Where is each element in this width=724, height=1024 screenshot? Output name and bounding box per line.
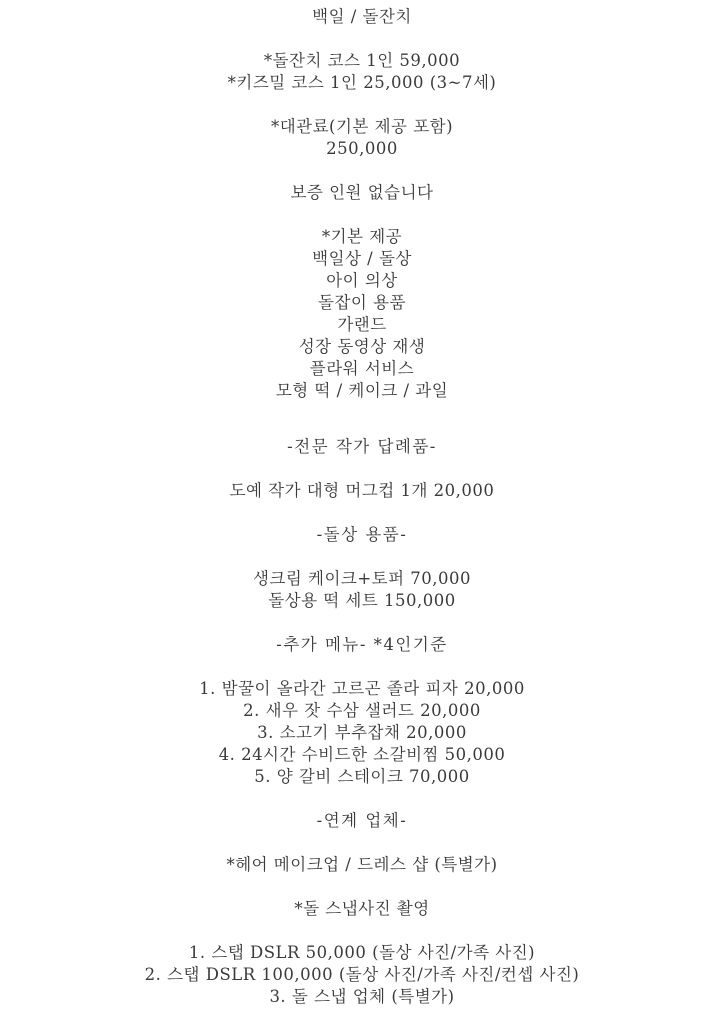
extra-menu-item: 3. 소고기 부추잡채 20,000 — [257, 723, 467, 742]
basic-provision-title: *기본 제공 — [321, 227, 403, 246]
extra-menu-item: 5. 양 갈비 스테이크 70,000 — [254, 767, 470, 786]
basic-provision-item: 아이 의상 — [326, 271, 398, 290]
extra-menu-item: 1. 밤꿀이 올라간 고르곤 졸라 피자 20,000 — [199, 679, 525, 698]
rental-label: *대관료(기본 제공 포함) — [270, 117, 454, 136]
course-item: *키즈밀 코스 1인 25,000 (3~7세) — [227, 73, 497, 92]
extra-menu-heading: -추가 메뉴- *4인기준 — [276, 635, 448, 654]
partners-heading: -연계 업체- — [316, 811, 408, 830]
course-item: *돌잔치 코스 1인 59,000 — [263, 51, 461, 70]
spacer — [0, 94, 724, 116]
spacer — [0, 832, 724, 854]
artist-gift-item: 도예 작가 대형 머그컵 1개 20,000 — [229, 481, 495, 500]
guarantee-note: 보증 인원 없습니다 — [290, 183, 434, 202]
snap-item: 1. 스탭 DSLR 50,000 (돌상 사진/가족 사진) — [188, 943, 536, 962]
basic-provision-item: 돌잡이 용품 — [318, 293, 406, 312]
spacer — [0, 458, 724, 480]
snap-item: 3. 돌 스냅 업체 (특별가) — [269, 987, 455, 1006]
spacer — [0, 502, 724, 524]
spacer — [0, 28, 724, 50]
dol-supplies-item: 생크림 케이크+토퍼 70,000 — [252, 569, 472, 588]
rental-price: 250,000 — [326, 139, 398, 158]
artist-gift-heading: -전문 작가 답례품- — [287, 437, 437, 456]
extra-menu-item: 2. 새우 잣 수삼 샐러드 20,000 — [243, 701, 481, 720]
basic-provision-item: 모형 떡 / 케이크 / 과일 — [275, 381, 449, 400]
spacer — [0, 920, 724, 942]
extra-menu-item: 4. 24시간 수비드한 소갈비찜 50,000 — [218, 745, 506, 764]
snap-item: 2. 스탭 DSLR 100,000 (돌상 사진/가족 사진/컨셉 사진) — [144, 965, 580, 984]
spacer — [0, 876, 724, 898]
dol-supplies-item: 돌상용 떡 세트 150,000 — [268, 591, 456, 610]
spacer — [0, 402, 724, 436]
spacer — [0, 612, 724, 634]
spacer — [0, 546, 724, 568]
spacer — [0, 788, 724, 810]
snap-title: *돌 스냅사진 촬영 — [294, 899, 430, 918]
dol-supplies-heading: -돌상 용품- — [316, 525, 408, 544]
spacer — [0, 160, 724, 182]
partner-hair-makeup: *헤어 메이크업 / 드레스 샵 (특별가) — [226, 855, 498, 874]
basic-provision-item: 성장 동영상 재생 — [298, 337, 426, 356]
basic-provision-item: 가랜드 — [337, 315, 387, 334]
page-title: 백일 / 돌잔치 — [312, 7, 412, 26]
spacer — [0, 656, 724, 678]
basic-provision-item: 플라워 서비스 — [309, 359, 415, 378]
basic-provision-item: 백일상 / 돌상 — [312, 249, 412, 268]
spacer — [0, 204, 724, 226]
